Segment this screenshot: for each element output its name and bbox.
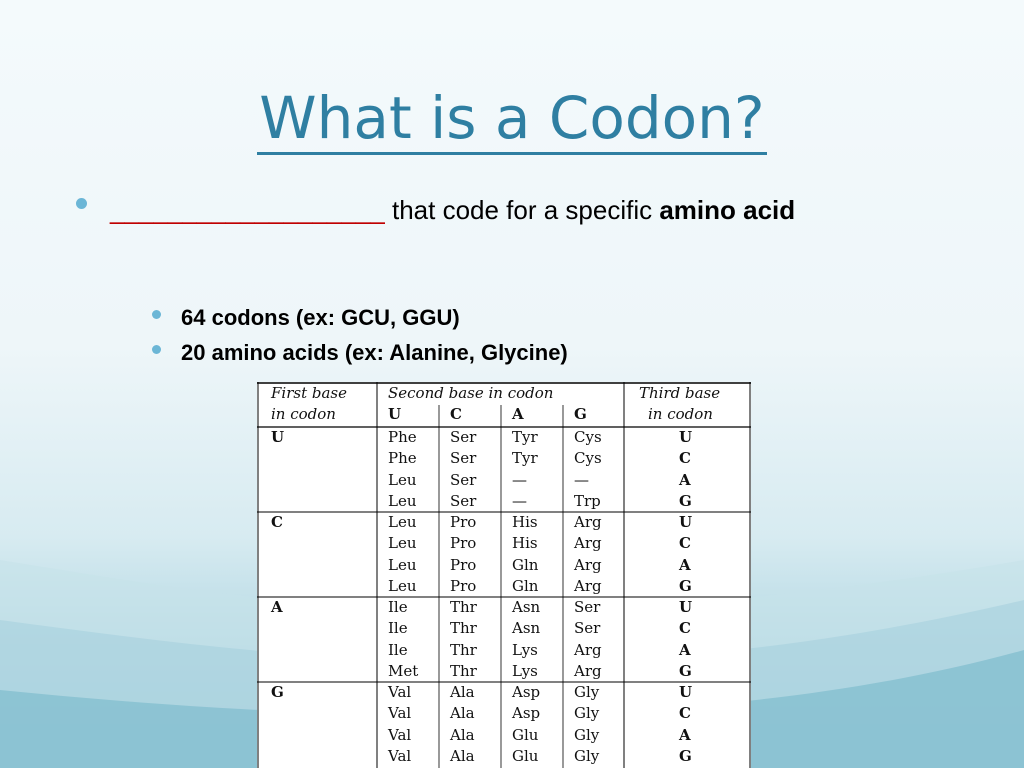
slide-title-text: What is a Codon? xyxy=(257,84,766,155)
third-base-label: G xyxy=(679,661,692,680)
amino-acid-cell: Gly xyxy=(574,725,600,744)
third-base-label: C xyxy=(679,534,691,553)
amino-acid-cell: Asp xyxy=(512,683,541,701)
header-third-base: Third base xyxy=(639,384,721,402)
amino-acid-cell: Arg xyxy=(574,534,602,553)
second-base-label: G xyxy=(574,405,587,423)
amino-acid-cell: Pro xyxy=(450,576,477,595)
amino-acid-cell: Ile xyxy=(388,619,408,638)
third-base-label: C xyxy=(679,704,691,723)
amino-acid-cell: Trp xyxy=(574,491,601,510)
amino-acid-cell: His xyxy=(512,534,538,553)
amino-acid-cell: Arg xyxy=(574,661,602,680)
third-base-label: A xyxy=(679,725,691,744)
amino-acid-cell: Ile xyxy=(388,598,408,616)
amino-acid-cell: Ala xyxy=(450,746,475,765)
amino-acid-cell: Ala xyxy=(450,725,475,744)
amino-acid-cell: Thr xyxy=(450,640,477,659)
amino-acid-cell: Val xyxy=(388,725,412,744)
amino-acid-cell: Tyr xyxy=(512,428,538,446)
slide-title xyxy=(0,82,1024,154)
third-base-label: A xyxy=(679,470,691,489)
amino-acid-cell: Ser xyxy=(450,428,477,446)
amino-acid-cell: Leu xyxy=(388,513,417,531)
fill-in-blank: ___________________ xyxy=(110,195,385,225)
amino-acid-cell: Arg xyxy=(574,640,602,659)
third-base-label: G xyxy=(679,746,692,765)
header-second-base: Second base in codon xyxy=(388,384,554,402)
amino-acid-cell: — xyxy=(512,491,527,510)
amino-acid-cell: Leu xyxy=(388,470,417,489)
amino-acid-cell: Arg xyxy=(574,513,602,531)
third-base-label: U xyxy=(679,683,693,701)
amino-acid-cell: Asn xyxy=(512,598,541,616)
amino-acid-cell: Leu xyxy=(388,491,417,510)
amino-acid-cell: Lys xyxy=(512,661,538,680)
second-base-label: C xyxy=(450,405,462,423)
amino-acid-cell: Pro xyxy=(450,555,477,574)
bullet-1-text: that code for a specific xyxy=(384,195,660,225)
header-first-base: First base xyxy=(271,384,347,402)
amino-acid-cell: Leu xyxy=(388,576,417,595)
third-base-label: A xyxy=(679,555,691,574)
amino-acid-cell: Arg xyxy=(574,576,602,595)
third-base-label: U xyxy=(679,598,693,616)
third-base-label: U xyxy=(679,428,693,446)
amino-acid-cell: Phe xyxy=(388,428,417,446)
amino-acid-cell: Glu xyxy=(512,725,539,744)
amino-acid-cell: Gly xyxy=(574,704,600,723)
amino-acid-cell: Asn xyxy=(512,619,541,638)
third-base-label: U xyxy=(679,513,693,531)
amino-acid-cell: Lys xyxy=(512,640,538,659)
amino-acid-cell: Ser xyxy=(574,619,601,638)
amino-acid-cell: Arg xyxy=(574,555,602,574)
bullet-dot-icon xyxy=(152,310,161,319)
amino-acid-cell: Ser xyxy=(450,449,477,468)
third-base-label: G xyxy=(679,576,692,595)
first-base-label: G xyxy=(271,683,284,701)
sub-bullet-1: 64 codons (ex: GCU, GGU) xyxy=(181,305,460,330)
amino-acid-cell: Leu xyxy=(388,534,417,553)
table-grid-lines xyxy=(257,382,751,768)
amino-acid-cell: Gln xyxy=(512,576,539,595)
sub-bullet-2: 20 amino acids (ex: Alanine, Glycine) xyxy=(181,340,568,365)
first-base-label: U xyxy=(271,428,285,446)
second-base-label: A xyxy=(512,405,524,423)
amino-acid-cell: Phe xyxy=(388,449,417,468)
amino-acid-cell: Thr xyxy=(450,619,477,638)
amino-acid-cell: Met xyxy=(388,661,419,680)
bullet-dot-icon xyxy=(152,345,161,354)
third-base-label: C xyxy=(679,449,691,468)
amino-acid-cell: Tyr xyxy=(512,449,538,468)
amino-acid-cell: Ser xyxy=(450,491,477,510)
amino-acid-cell: Gly xyxy=(574,746,600,765)
amino-acid-cell: Ile xyxy=(388,640,408,659)
amino-acid-cell: Pro xyxy=(450,534,477,553)
amino-acid-cell: Val xyxy=(388,704,412,723)
amino-acid-cell: Val xyxy=(388,746,412,765)
amino-acid-cell: Gln xyxy=(512,555,539,574)
amino-acid-cell: Thr xyxy=(450,598,477,616)
amino-acid-cell: Asp xyxy=(512,704,541,723)
amino-acid-cell: Glu xyxy=(512,746,539,765)
amino-acid-cell: Val xyxy=(388,683,412,701)
first-base-label: A xyxy=(271,598,283,616)
amino-acid-cell: Thr xyxy=(450,661,477,680)
amino-acid-cell: Pro xyxy=(450,513,477,531)
third-base-label: A xyxy=(679,640,691,659)
amino-acid-cell: Ser xyxy=(450,470,477,489)
amino-acid-cell: Ser xyxy=(574,598,601,616)
header-first-base: in codon xyxy=(271,405,336,423)
third-base-label: C xyxy=(679,619,691,638)
amino-acid-cell: — xyxy=(512,470,527,489)
amino-acid-cell: Ala xyxy=(450,683,475,701)
codon-table xyxy=(257,382,751,768)
second-base-label: U xyxy=(388,405,402,423)
amino-acid-cell: His xyxy=(512,513,538,531)
amino-acid-cell: Gly xyxy=(574,683,600,701)
first-base-label: C xyxy=(271,513,283,531)
third-base-label: G xyxy=(679,491,692,510)
header-third-base: in codon xyxy=(648,405,713,423)
bullet-1 xyxy=(110,190,910,230)
amino-acid-cell: Cys xyxy=(574,449,602,468)
amino-acid-cell: Ala xyxy=(450,704,475,723)
bullet-1-bold-text: amino acid xyxy=(659,195,796,225)
amino-acid-cell: — xyxy=(574,470,589,489)
amino-acid-cell: Cys xyxy=(574,428,602,446)
amino-acid-cell: Leu xyxy=(388,555,417,574)
bullet-dot-icon xyxy=(76,198,87,209)
